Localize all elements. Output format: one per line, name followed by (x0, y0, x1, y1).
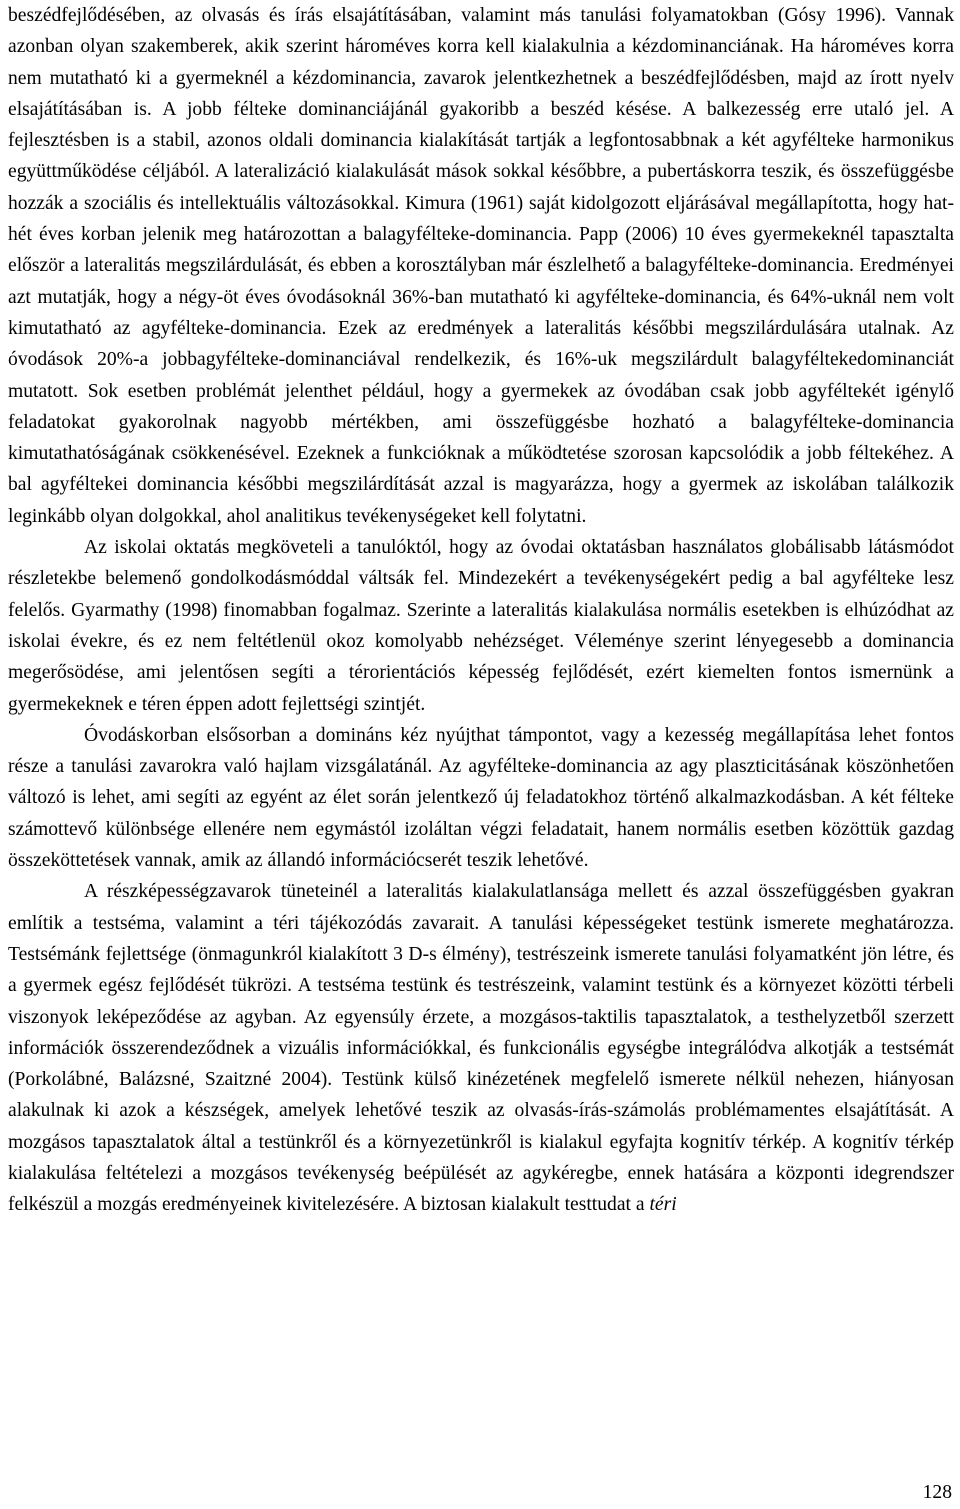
paragraph-2: Az iskolai oktatás megköveteli a tanulóktól, hogy az óvodai oktatásban használatos globálisabb látásmódot részletekbe belemenő gondolkodásmóddal váltsák fel. Mindezekért a tevékenységekért pedig a bal agyfélteke lesz felelős. Gyarmathy (1998) finomabban fogalmaz. Szerinte a lateralitás kialakulása normális esetekben is elhúzódhat az iskolai évekre, és ez nem feltétlenül okoz komolyabb nehézséget. Véleménye szerint lényegesebb a dominancia megerősödése, ami jelentősen segíti a térorientációs képesség fejlődését, ezért kiemelten fontos ismernünk a gyermekeknek e téren éppen adott fejlettségi szintjét. (8, 537, 954, 715)
paragraph-4-text: A részképességzavarok tüneteinél a lateralitás kialakulatlansága mellett és azzal összefüggésben gyakran említik a testséma, valamint a téri tájékozódás zavarait. A tanulási képességeket testünk ismerete meghatározza. Testsémánk fejlettsége (önmagunkról kialakított 3 D-s élmény), testrészeink ismerete tanulási folyamatként jön létre, és a gyermek egész fejlődését tükrözi. A testséma testünk és testrészeink, valamint testünk és a környezet közötti térbeli viszonyok leképeződése az agyban. Az egyensúly érzete, a mozgásos-taktilis tapasztalatok, a testhelyzetből szerzett információk összerendeződnek a vizuális információkkal, és funkcionális egységbe integrálódva alkotják a testsémát (Porkolábné, Balázsné, Szaitzné 2004). Testünk külső kinézetének megfelelő ismerete nélkül nehezen, hiányosan alakulnak ki azok a készségek, amelyek lehetővé teszik az olvasás-írás-számolás problémamentes elsajátítását. A mozgásos tapasztalatok által a testünkről és a környezetünkről is kialakul egyfajta kognitív térkép. A kognitív térkép kialakulása feltételezi a mozgásos tevékenység beépülését az agykéregbe, ennek hatására a központi idegrendszer felkészül a mozgás eredményeinek kivitelezésére. A biztosan kialakult testtudat a (8, 881, 954, 1216)
document-page (8, 0, 954, 1221)
paragraph-3: Óvodáskorban elsősorban a domináns kéz nyújthat támpontot, vagy a kezesség megállapítása lehet fontos része a tanulási zavarokra való hajlam vizsgálatánál. Az agyfélteke-dominancia az agy plaszticitásának köszönhetően változó is lehet, ami segíti az egyént az élet során jelentkező új feladatokhoz történő alkalmazkodásban. A két félteke számottevő különbsége ellenére nem egymástól izoláltan végzi feladatait, hanem normális esetben közöttük gazdag összeköttetések vannak, amik az állandó információcserét teszik lehetővé. (8, 724, 954, 872)
paragraph-1: beszédfejlődésében, az olvasás és írás elsajátításában, valamint más tanulási folyamatokban (Gósy 1996). Vannak azonban olyan szakemberek, akik szerint hároméves korra kell kialakulnia a kézdominanciának. Ha hároméves korra nem mutatható ki a gyermeknél a kézdominancia, zavarok jelentkezhetnek a beszédfejlődésben, majd az írott nyelv elsajátításában is. A jobb félteke dominanciájánál gyakoribb a beszéd késése. A balkezesség erre utaló jel. A fejlesztésben is a stabil, azonos oldali dominancia kialakítását tartják a legfontosabbnak a két agyfélteke harmonikus együttműködése céljából. A lateralizáció kialakulását mások sokkal későbbre, a pubertáskorra teszik, és összefüggésbe hozzák a szociális és intellektuális változásokkal. Kimura (1961) saját kidolgozott eljárásával megállapította, hogy hat-hét éves korban jelenik meg határozottan a balagyfélteke-dominancia. Papp (2006) 10 éves gyermekeknél tapasztalta először a lateralitás megszilárdulását, és ebben a korosztályban már észlelhető a balagyfélteke-dominancia. Eredményei azt mutatják, hogy a négy-öt éves óvodásoknál 36%-ban mutatható ki agyfélteke-dominancia, és 64%-uknál nem volt kimutatható az agyfélteke-dominancia. Ezek az eredmények a lateralitás későbbi megszilárdulására utalnak. Az óvodások 20%-a jobbagyfélteke-dominanciával rendelkezik, és 16%-uk megszilárdult balagyféltekedominanciát mutatott. Sok esetben problémát jelenthet például, hogy a gyermekek az óvodában csak jobb agyféltekét igénylő feladatokat gyakorolnak nagyobb mértékben, ami összefüggésbe hozható a balagyfélteke-dominancia kimutathatóságának csökkenésével. Ezeknek a funkcióknak a működtetése szorosan kapcsolódik a jobb féltekéhez. A bal agyféltekei dominancia későbbi megszilárdítását azzal is magyarázza, hogy a gyermek az iskolában találkozik leginkább olyan dolgokkal, ahol analitikus tevékenységeket kell folytatni. (8, 5, 954, 527)
paragraph-4 (8, 876, 954, 1220)
paragraph-4-italic-tail: téri (649, 1194, 677, 1216)
page-number: 128 (922, 1482, 952, 1503)
